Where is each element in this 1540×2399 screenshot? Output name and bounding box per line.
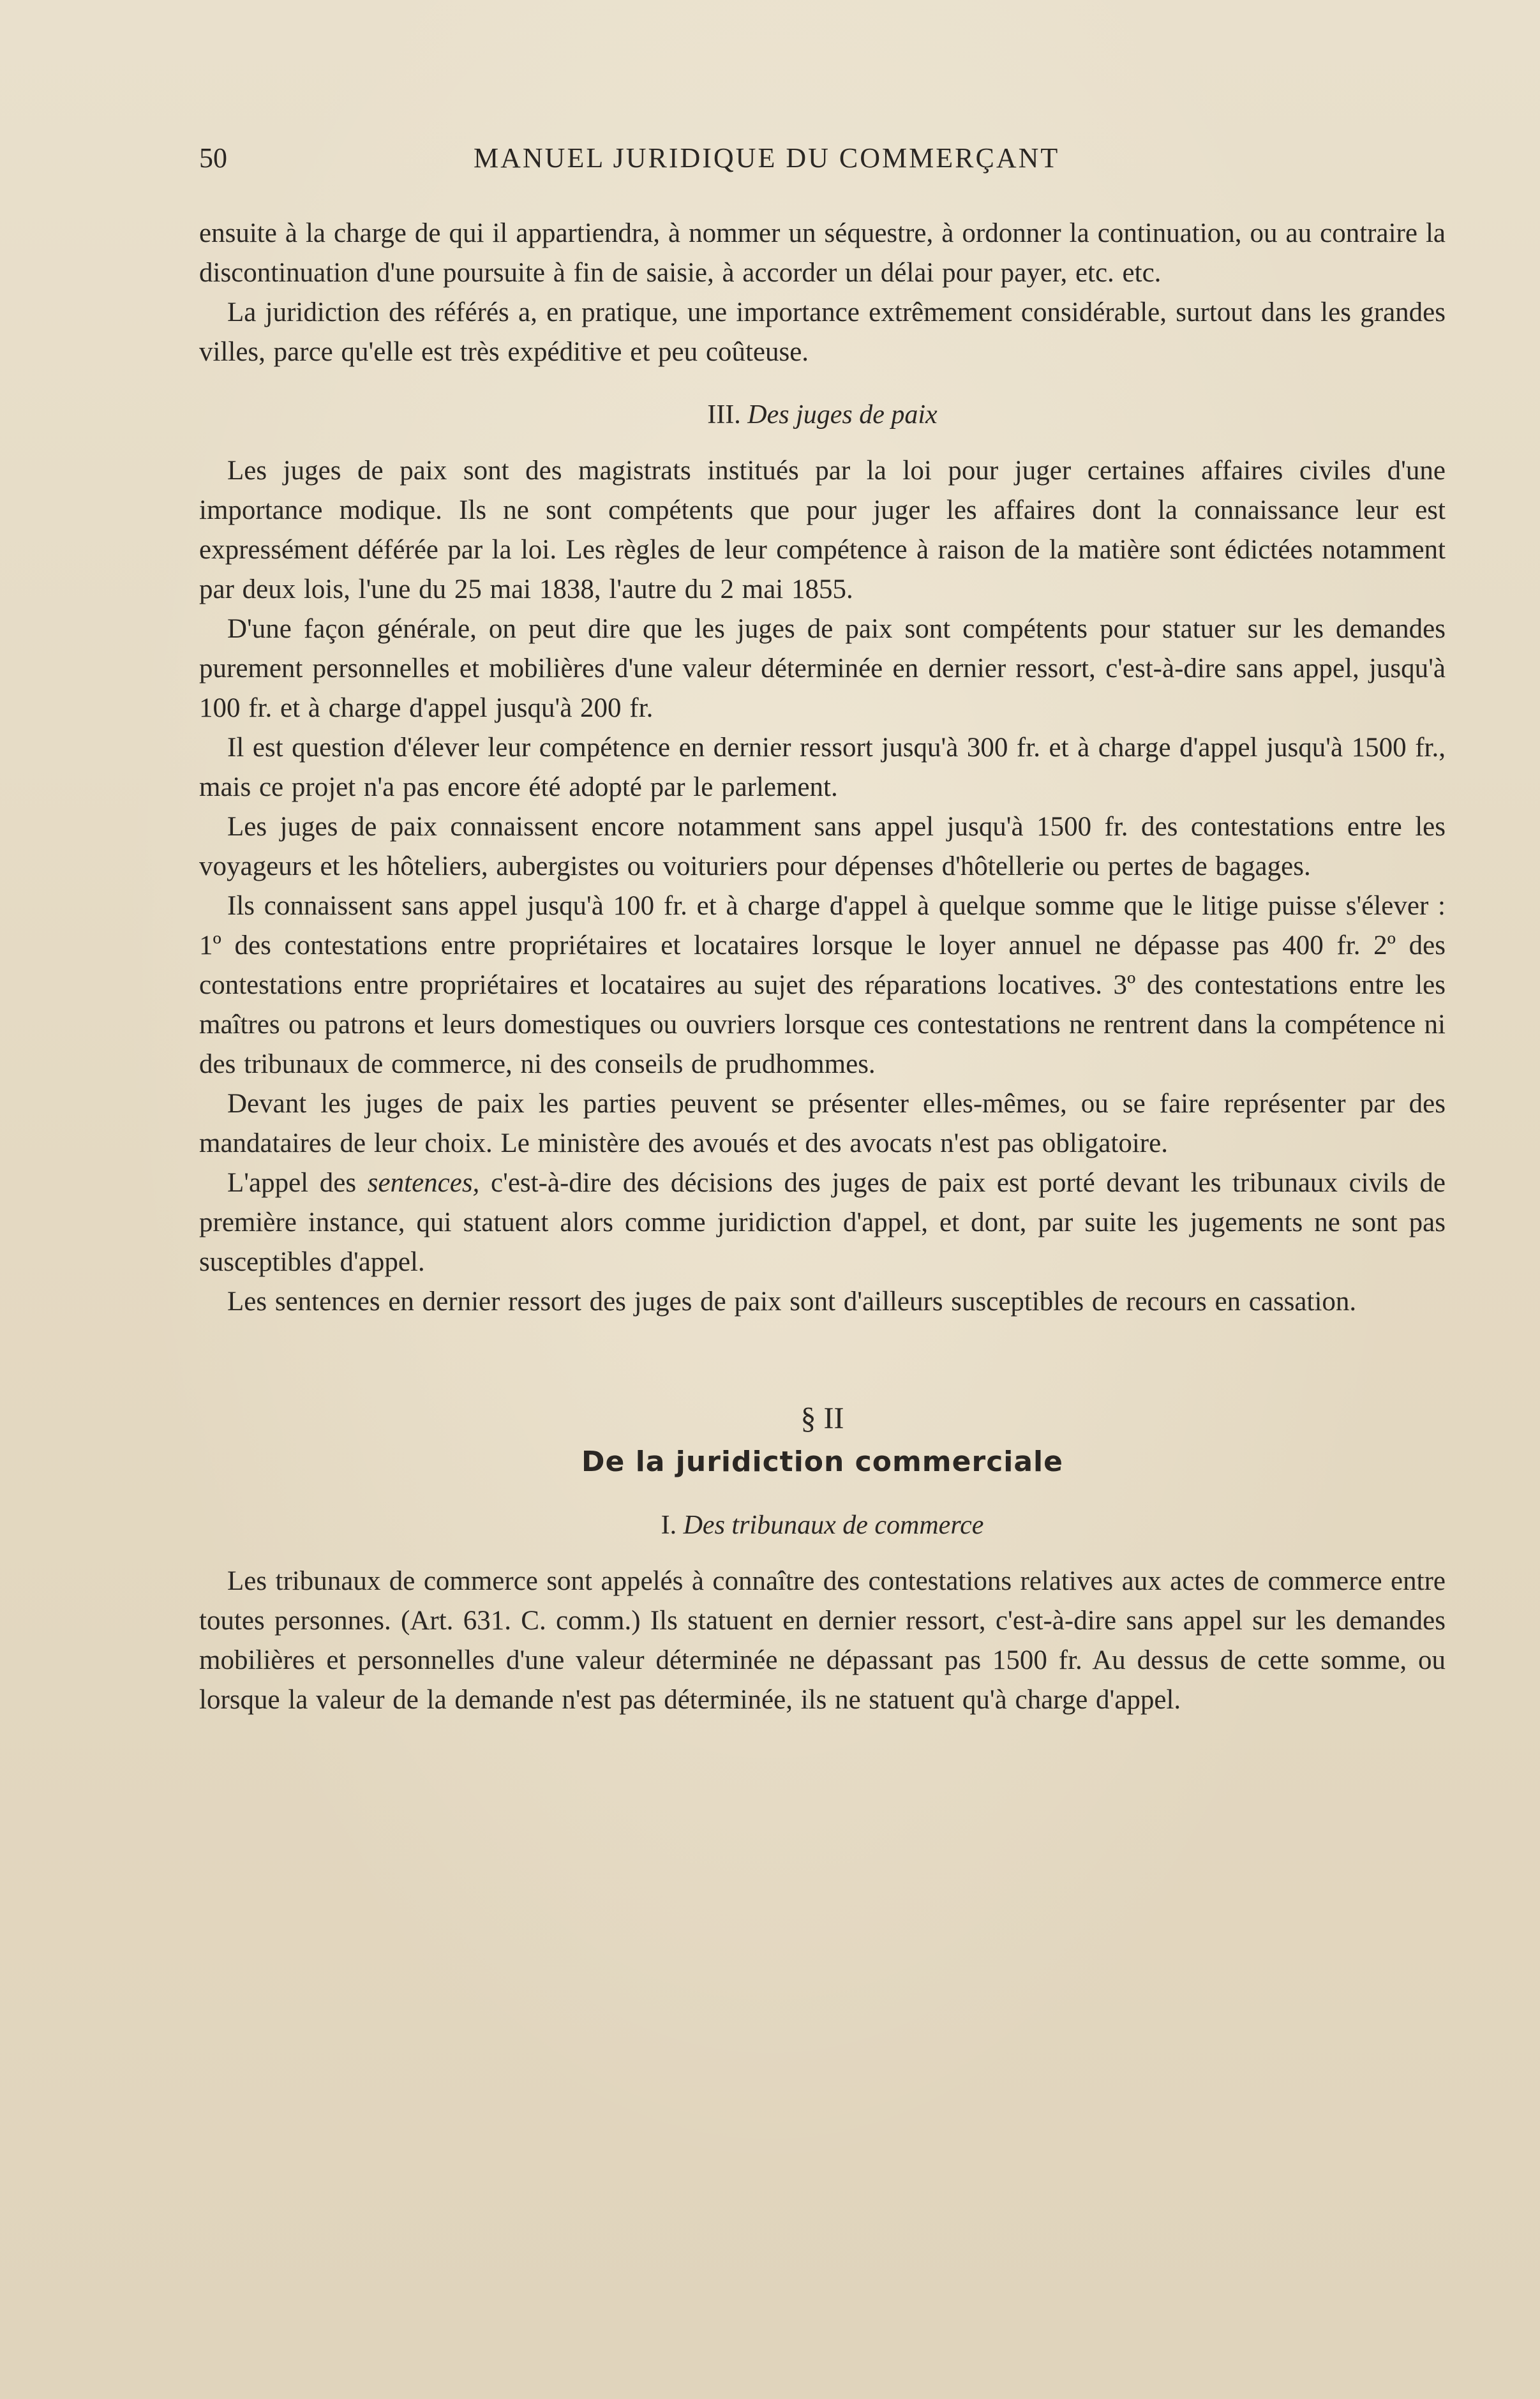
subsection-number: I. bbox=[661, 1511, 677, 1540]
paragraph: Les sentences en dernier ressort des juges de paix sont d'ailleurs susceptibles de recours en cassation. bbox=[227, 1287, 1357, 1317]
section-title: De la juridiction commerciale bbox=[581, 1446, 1063, 1478]
paragraph: D'une façon générale, on peut dire que les juges de paix sont compétents pour statuer sur les demandes purement personnelles et mobilières d'une valeur déterminée en dernier ressort, c'est-à-dire sans appel, jusqu'à 100 fr. et à charge d'appel jusqu'à 200 fr. bbox=[199, 614, 1446, 723]
paragraph: Les juges de paix connaissent encore notamment sans appel jusqu'à 1500 fr. des contestations entre les voyageurs et les hôteliers, aubergistes ou voituriers pour dépenses d'hôtellerie ou pertes de bagages. bbox=[199, 812, 1446, 881]
paragraph: Ils connaissent sans appel jusqu'à 100 fr. et à charge d'appel à quelque somme que le litige puisse s'élever : 1º des contestations entre propriétaires et locataires lorsque le loyer annuel ne dépasse pas 400 fr. 2º des contestations entre propriétaires et locataires au sujet des réparations locatives. 3º des contestations entre les maîtres ou patrons et leurs domestiques ou ouvriers lorsque ces contestations ne rentrent dans la compétence ni des tribunaux de commerce, ni des conseils de prudhommes. bbox=[199, 891, 1446, 1079]
appeal-text-before: L'appel des bbox=[227, 1168, 368, 1198]
subsection-heading-tribunaux-de-commerce bbox=[199, 1506, 1446, 1545]
paragraph: Il est question d'élever leur compétence en dernier ressort jusqu'à 300 fr. et à charge d'appel jusqu'à 1500 fr., mais ce projet n'a pas encore été adopté par le parlement. bbox=[199, 733, 1446, 802]
running-title: MANUEL JURIDIQUE DU COMMERÇANT bbox=[474, 142, 1060, 174]
italic-term: sentences, bbox=[367, 1168, 480, 1198]
paragraph: La juridiction des référés a, en pratique, une importance extrêmement considérable, surtout dans les grandes villes, parce qu'elle est très expéditive et peu coûteuse. bbox=[199, 297, 1446, 367]
page-number: 50 bbox=[199, 142, 227, 174]
subsection-number: III. bbox=[707, 400, 741, 430]
running-head bbox=[199, 139, 1450, 177]
section-mark: § II bbox=[800, 1401, 844, 1435]
body-text bbox=[199, 214, 1446, 1720]
paragraph: Les juges de paix sont des magistrats institués par la loi pour juger certaines affaires civiles d'une importance modique. Ils ne sont compétents que pour juger les affaires dont la connaissance leur est expressément déférée par la loi. Les règles de leur compétence à raison de la matière sont édictées notamment par deux lois, l'une du 25 mai 1838, l'autre du 2 mai 1855. bbox=[199, 456, 1446, 604]
subsection-heading-juges-de-paix bbox=[199, 395, 1446, 435]
appeal-text-after: c'est-à-dire des décisions des juges de paix est porté devant les tribunaux civils de première instance, qui statuent alors comme juridiction d'appel, et dont, par suite les jugements ne sont pas susceptibles d'appel. bbox=[199, 1168, 1446, 1277]
subsection-title: Des juges de paix bbox=[747, 400, 938, 430]
paragraph: Les tribunaux de commerce sont appelés à connaître des contestations relatives aux actes de commerce entre toutes personnes. (Art. 631. C. comm.) Ils statuent en dernier ressort, c'est-à-dire sans appel sur les demandes mobilières et personnelles d'une valeur déterminée ne dépassant pas 1500 fr. Au dessus de cette somme, ou lorsque la valeur de la demande n'est pas déterminée, ils ne statuent qu'à charge d'appel. bbox=[199, 1566, 1446, 1715]
paragraph: Devant les juges de paix les parties peuvent se présenter elles-mêmes, ou se faire représenter par des mandataires de leur choix. Le ministère des avoués et des avocats n'est pas obligatoire. bbox=[199, 1089, 1446, 1158]
subsection-title: Des tribunaux de commerce bbox=[683, 1511, 984, 1540]
paragraph: ensuite à la charge de qui il appartiendra, à nommer un séquestre, à ordonner la continuation, ou au contraire la discontinuation d'une poursuite à fin de saisie, à accorder un délai pour payer, etc. etc. bbox=[199, 218, 1446, 288]
paragraph-appeal bbox=[199, 1163, 1446, 1282]
